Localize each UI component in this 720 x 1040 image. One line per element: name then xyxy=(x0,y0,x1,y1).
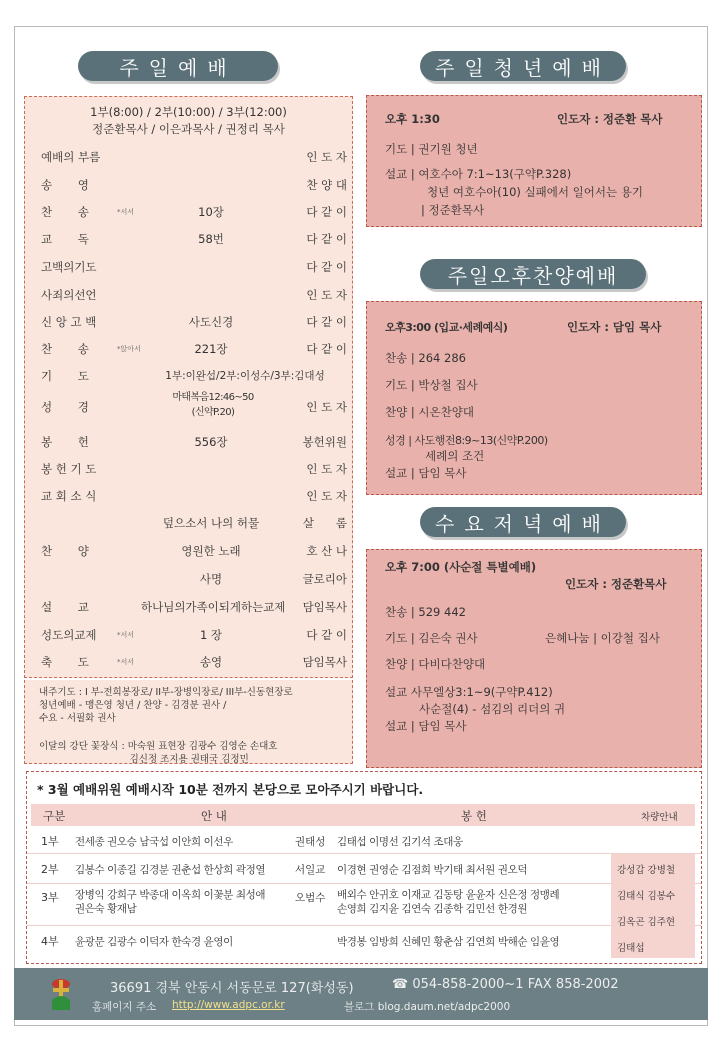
order-leader: 찬 양 대 xyxy=(306,178,347,192)
order-item: 고백의기도 xyxy=(41,260,97,274)
order-item: 축 도 xyxy=(41,655,89,669)
order-item: 성 경 xyxy=(41,400,89,414)
order-row xyxy=(41,341,347,359)
order-content: 영원한 노래 xyxy=(181,544,241,558)
order-content: 사도신경 xyxy=(188,315,234,329)
church-address: 36691 경북 안동시 서동문로 127(화성동) xyxy=(110,981,354,996)
afternoon-leader: 인도자 : 담임 목사 xyxy=(567,320,662,334)
order-content: 덮으소서 나의 허물 xyxy=(162,516,260,530)
youth-service-box xyxy=(366,95,702,227)
committee-offering: 배외수 안귀호 이재교 김동탕 윤윤자 신은정 정맹례 손영희 김지윤 김연숙 김종학 김민선 한경원 xyxy=(337,889,560,915)
order-leader: 다 같 이 xyxy=(306,342,347,356)
order-item: 기 도 xyxy=(41,369,89,383)
committee-part: 1부 xyxy=(41,835,59,848)
header-part: 구분 xyxy=(43,809,66,823)
vehicle-list xyxy=(611,854,695,958)
order-leader: 인 도 자 xyxy=(306,288,347,302)
sunday-service-title: 주일예배 xyxy=(78,51,278,81)
order-content: 58번 xyxy=(198,232,224,246)
youth-sermon: 설교 | 여호수아 7:1~13(구약P.328) xyxy=(385,167,572,181)
order-leader: 인 도 자 xyxy=(306,462,347,476)
committee-part: 4부 xyxy=(41,935,59,948)
vehicle-driver: 김옥곤 김주현 xyxy=(617,917,676,928)
wednesday-service-title: 수요저녁예배 xyxy=(420,507,626,537)
order-item: 찬 송 xyxy=(41,342,89,356)
afternoon-praise: 찬양 | 시온찬양대 xyxy=(385,405,474,419)
note-line: 이달의 강단 꽃장식 : 마숙원 표현장 김광수 김영순 손대호 xyxy=(39,741,278,752)
vehicle-driver: 김태섭 xyxy=(617,943,645,954)
order-item: 봉 헌 기 도 xyxy=(41,462,97,476)
order-row xyxy=(41,368,347,386)
wednesday-service-box xyxy=(366,549,702,768)
note-line: 수요 - 서필화 권사 xyxy=(39,713,116,724)
order-leader: 담임목사 xyxy=(302,600,347,614)
order-content: 마태복음12:46~50 (신약P.20) xyxy=(172,392,254,418)
order-row xyxy=(41,627,347,645)
committee-offering: 김태섭 이명선 김기석 조대웅 xyxy=(337,836,463,848)
order-row xyxy=(41,231,347,249)
committee-guide: 윤광문 김광수 이덕자 한숙경 윤영이 xyxy=(75,936,233,948)
order-item: 설 교 xyxy=(41,600,89,614)
committee-row xyxy=(27,886,701,926)
afternoon-service-box xyxy=(366,301,702,495)
homepage-label: 홈페이지 주소 xyxy=(92,1001,157,1013)
order-item: 찬 양 xyxy=(41,544,89,558)
order-content: 556장 xyxy=(194,435,228,449)
order-row xyxy=(41,392,347,418)
order-row xyxy=(41,434,347,452)
committee-header xyxy=(31,804,695,826)
order-leader: 인 도 자 xyxy=(306,150,347,164)
header-vehicle: 차량안내 xyxy=(641,812,678,823)
wednesday-grace-sharing: 은혜나눔 | 이강철 집사 xyxy=(545,631,660,645)
order-item: 찬 송 xyxy=(41,205,89,219)
ministers: 정준환목사 / 이은과목사 / 권정리 목사 xyxy=(92,122,285,136)
order-row xyxy=(41,543,347,561)
order-of-worship xyxy=(24,96,353,678)
wednesday-leader: 인도자 : 정준환목사 xyxy=(565,577,667,591)
committee-title: * 3월 예배위원 예배시작 10분 전까지 본당으로 모아주시기 바랍니다. xyxy=(37,782,424,797)
committee-part: 3부 xyxy=(41,891,59,904)
order-row xyxy=(41,177,347,195)
order-row xyxy=(41,571,347,589)
order-row xyxy=(41,488,347,506)
youth-preacher: | 정준환목사 xyxy=(421,203,485,217)
wednesday-preacher: 설교 | 담임 목사 xyxy=(385,719,467,733)
afternoon-prayer: 기도 | 박상철 집사 xyxy=(385,378,478,392)
vehicle-driver: 강성갑 강병철 xyxy=(617,865,676,876)
committee-leader: 권태성 xyxy=(295,836,326,848)
order-leader: 인 도 자 xyxy=(306,489,347,503)
order-leader: 다 같 이 xyxy=(306,260,347,274)
order-row xyxy=(41,149,347,167)
order-row xyxy=(41,314,347,332)
youth-prayer: 기도 | 권기원 청년 xyxy=(385,142,478,156)
committee-row xyxy=(27,930,701,956)
committee-leader: 서일교 xyxy=(295,864,326,876)
order-leader: 인 도 자 xyxy=(306,400,347,414)
order-note: *앉아서 xyxy=(117,345,141,353)
order-content: 사명 xyxy=(199,572,223,586)
order-leader: 봉헌위원 xyxy=(302,435,347,449)
blog-address: 블로그 blog.daum.net/adpc2000 xyxy=(344,1001,511,1013)
note-line xyxy=(39,725,338,738)
church-notes xyxy=(24,680,353,764)
order-note: *서서 xyxy=(117,208,135,216)
note-line: 내주기도 : I 부-전희봉장로/ II부-장병익장로/ III부-신동현장로 xyxy=(39,687,293,698)
wednesday-sermon: 설교 사무엘상3:1~9(구약P.412) xyxy=(385,685,553,699)
order-item: 사죄의선언 xyxy=(41,288,97,302)
order-item: 성도의교제 xyxy=(41,628,97,642)
afternoon-time: 오후3:00 (입교·세례예식) xyxy=(385,321,508,334)
vehicle-driver: 김태식 김봉수 xyxy=(617,891,676,902)
footer xyxy=(14,968,708,1020)
order-row xyxy=(41,204,347,222)
order-item: 교 독 xyxy=(41,232,89,246)
order-item: 교 회 소 식 xyxy=(41,489,97,503)
committee-row xyxy=(27,830,701,854)
church-logo-icon xyxy=(50,978,72,1012)
order-row xyxy=(41,259,347,277)
order-content: 221장 xyxy=(194,342,228,356)
wednesday-prayer: 기도 | 김은숙 권사 xyxy=(385,631,478,645)
order-item: 송 영 xyxy=(41,178,89,192)
order-leader: 다 같 이 xyxy=(306,628,347,642)
header-guide: 안 내 xyxy=(201,809,227,823)
youth-leader: 인도자 : 정준환 목사 xyxy=(557,112,663,126)
wednesday-praise: 찬양 | 다비다찬양대 xyxy=(385,657,486,671)
order-content: 10장 xyxy=(198,205,224,219)
order-row xyxy=(41,515,347,533)
afternoon-service-title: 주일오후찬양예배 xyxy=(420,259,646,289)
wednesday-time: 오후 7:00 (사순절 특별예배) xyxy=(385,560,537,574)
order-content: 1 장 xyxy=(199,628,223,642)
order-row xyxy=(41,599,347,617)
committee-offering: 박경봉 임방희 신혜민 황춘삼 김연희 박해순 임윤영 xyxy=(337,936,560,948)
order-leader: 호 산 나 xyxy=(306,544,347,558)
order-item: 봉 헌 xyxy=(41,435,89,449)
order-content: 1부:이완섭/2부:이성수/3부:김대성 xyxy=(165,370,325,382)
youth-service-title: 주일청년예배 xyxy=(420,51,626,81)
order-content: 하나님의가족이되게하는교제 xyxy=(141,600,286,614)
service-times: 1부(8:00) / 2부(10:00) / 3부(12:00) xyxy=(90,105,287,119)
order-content: 송영 xyxy=(199,655,223,669)
order-leader: 다 같 이 xyxy=(306,315,347,329)
order-leader: 담임목사 xyxy=(302,655,347,669)
order-leader: 다 같 이 xyxy=(306,205,347,219)
order-row xyxy=(41,654,347,672)
order-note: *서서 xyxy=(117,631,135,639)
youth-sermon-title: 청년 여호수아(10) 실패에서 일어서는 용기 xyxy=(427,185,643,199)
homepage-link[interactable]: http://www.adpc.or.kr xyxy=(172,999,285,1011)
order-leader: 살 롬 xyxy=(302,516,347,530)
committee-guide: 김봉수 이종길 김경분 권춘섭 한상희 곽정열 xyxy=(75,864,266,876)
order-leader: 다 같 이 xyxy=(306,232,347,246)
wednesday-hymn: 찬송 | 529 442 xyxy=(385,605,466,619)
note-line: 김신정 조지용 권태국 김정민 xyxy=(39,754,249,765)
wednesday-sermon-title: 사순절(4) - 섬김의 리더의 귀 xyxy=(419,702,566,716)
order-item: 예배의 부름 xyxy=(41,150,101,164)
committee-part: 2부 xyxy=(41,863,59,876)
order-row xyxy=(41,461,347,479)
committee-offering: 이경현 권영순 김점희 박기태 최서원 권오덕 xyxy=(337,864,528,876)
note-line: 청년예배 - 맹은영 청년 / 찬양 - 김경분 권사 / xyxy=(39,700,227,711)
order-row xyxy=(41,287,347,305)
committee-row xyxy=(27,858,701,884)
afternoon-bible: 성경 | 사도행전8:9~13(신약P.200) xyxy=(385,434,548,447)
committee-leader: 오범수 xyxy=(295,892,326,904)
church-phone: ☎ 054-858-2000~1 FAX 858-2002 xyxy=(392,977,619,992)
order-leader: 글로리아 xyxy=(302,572,347,586)
order-note: *서서 xyxy=(117,658,135,666)
youth-time: 오후 1:30 xyxy=(385,112,440,126)
afternoon-bible-title: 세례의 조건 xyxy=(425,449,485,463)
afternoon-sermon: 설교 | 담임 목사 xyxy=(385,466,467,480)
worship-committee xyxy=(26,771,702,964)
committee-guide: 전세종 권오승 남국섭 이안희 이선우 xyxy=(75,836,233,848)
committee-guide: 장병익 강희구 박종대 이옥희 이꽃분 최성애 권은숙 황재남 xyxy=(75,889,266,915)
header-offering: 봉 헌 xyxy=(461,809,487,823)
afternoon-hymn: 찬송 | 264 286 xyxy=(385,351,466,365)
order-item: 신 앙 고 백 xyxy=(41,315,97,329)
